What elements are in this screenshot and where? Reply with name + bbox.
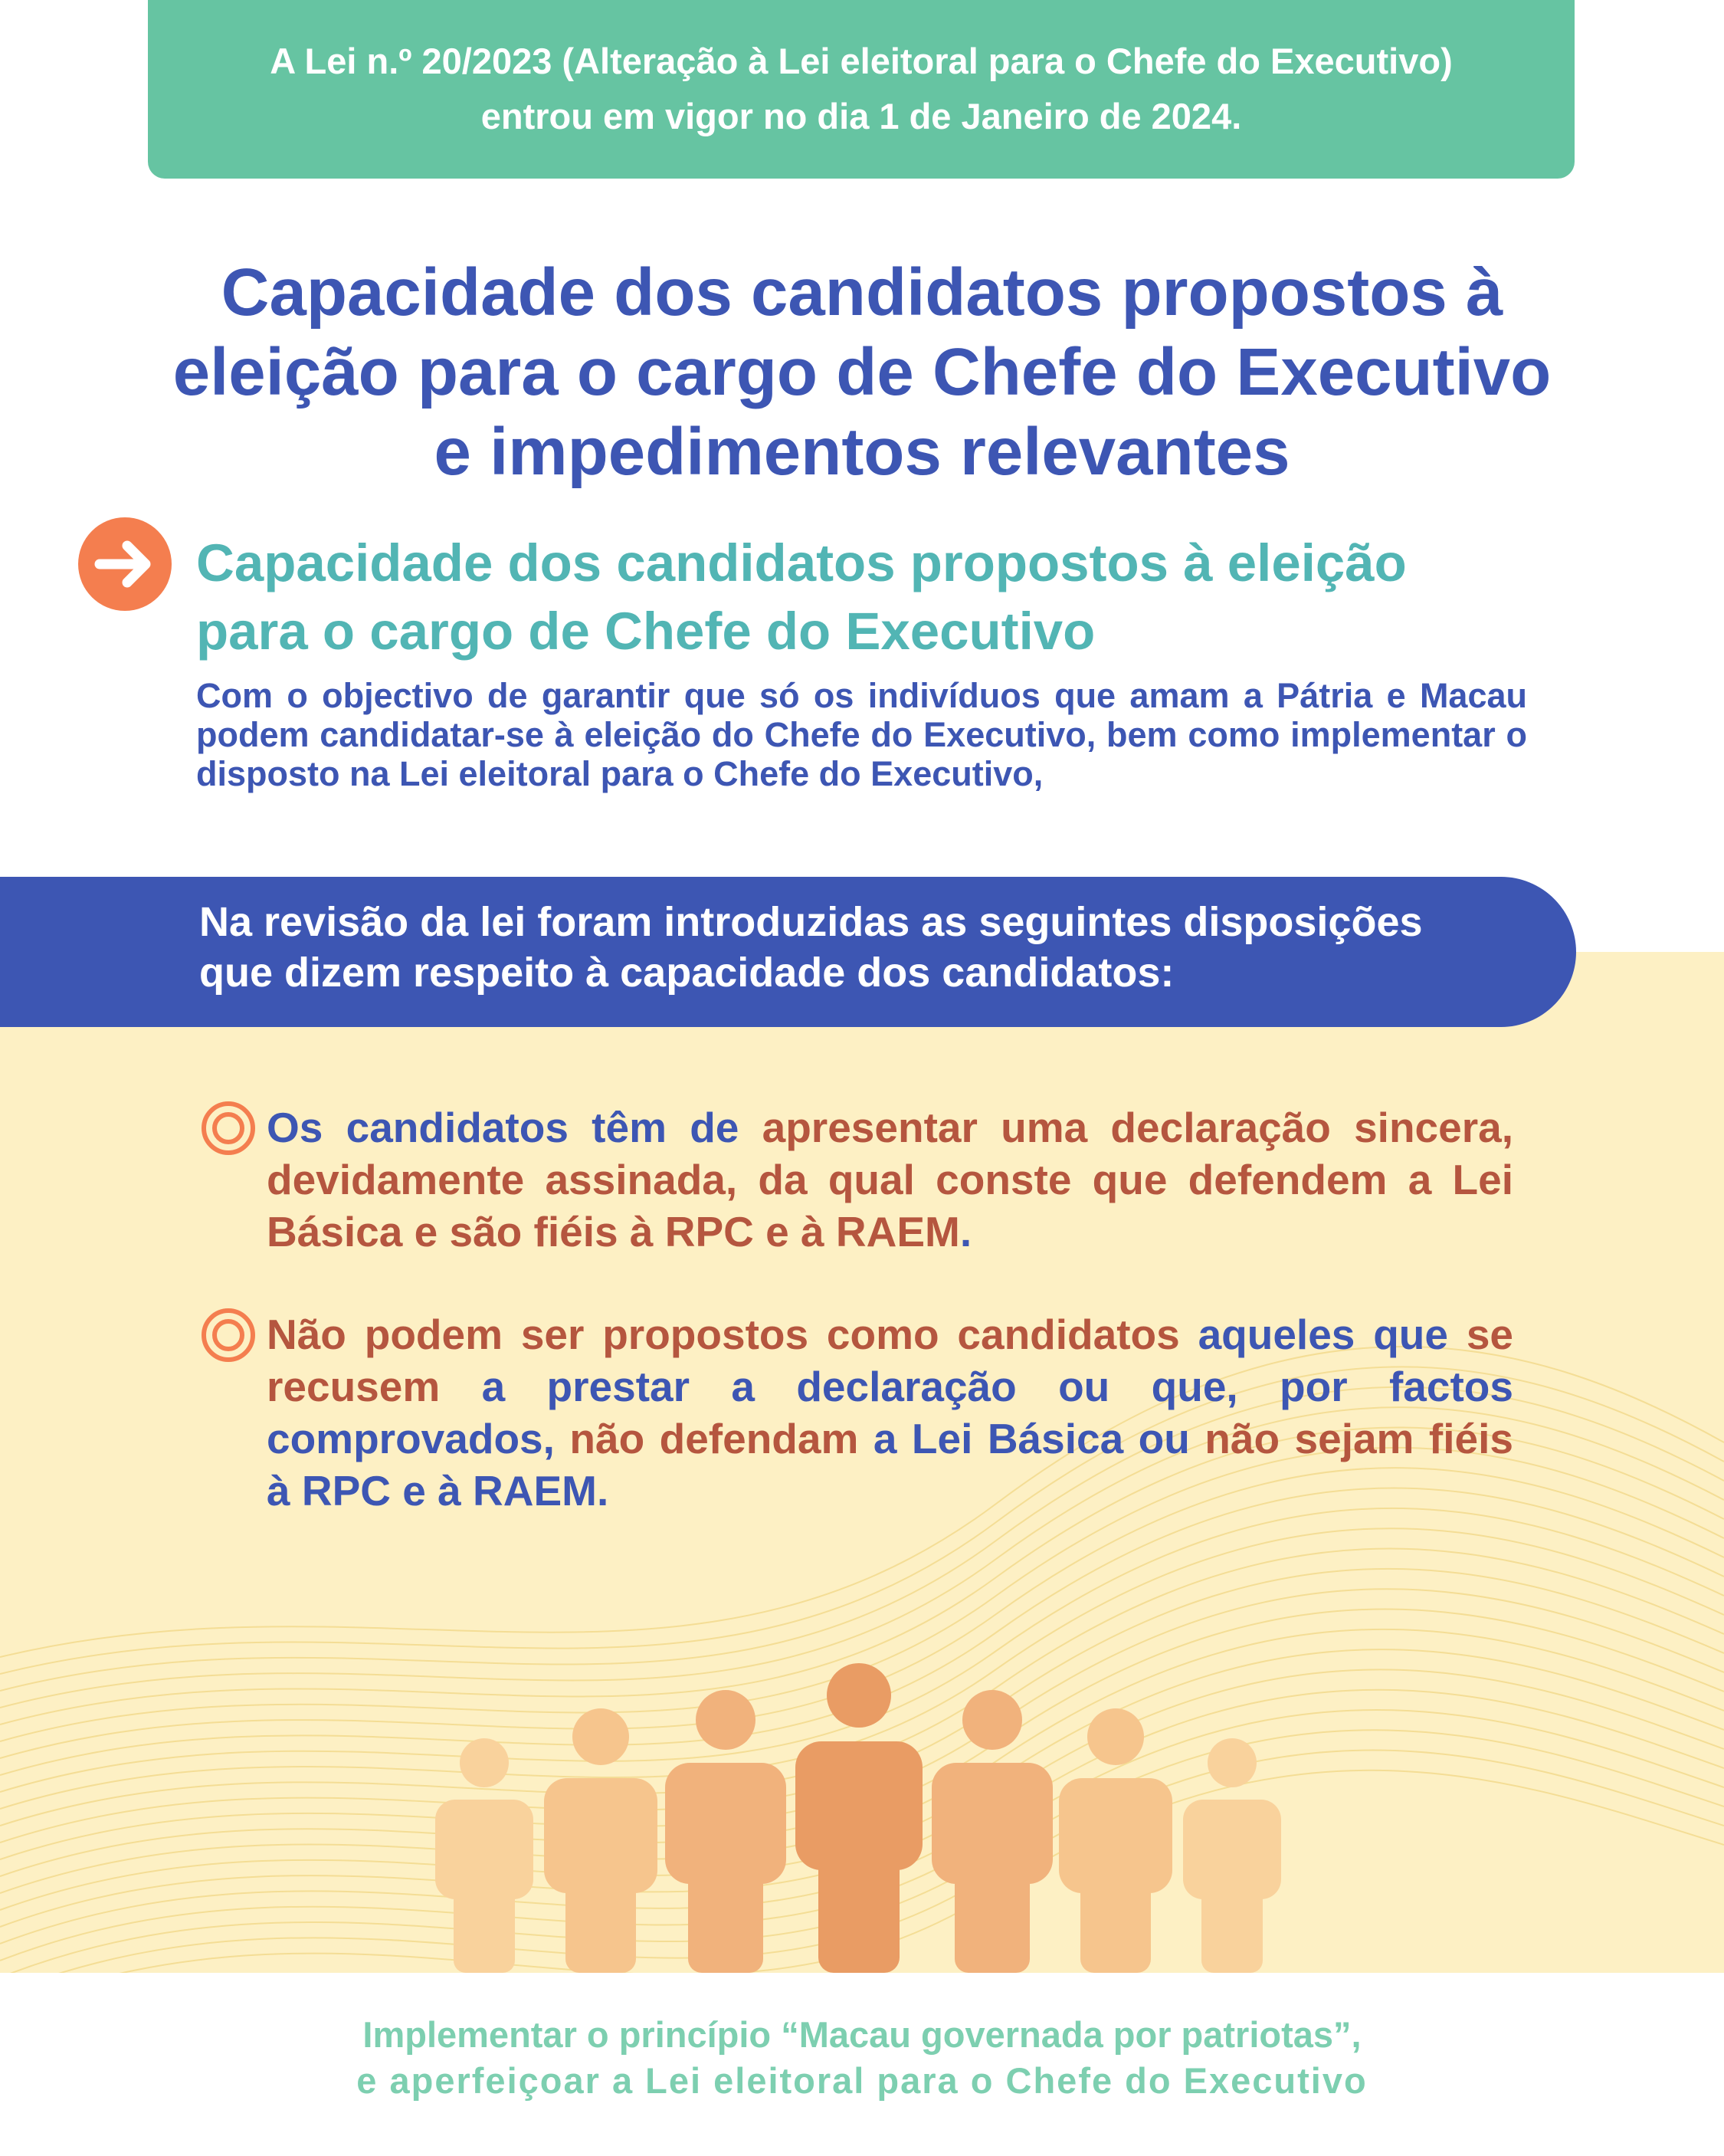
person-figure-2 [544, 1708, 657, 1973]
section-heading [196, 529, 1652, 665]
law-notice-line-2: entrou em vigor no dia 1 de Janeiro de 2024. [480, 96, 1242, 136]
bullet-2-part-4: a prestar a declaração ou que, por factos comprovados, [267, 1363, 1513, 1462]
page-title-line-1: Capacidade dos candidatos propostos à [221, 255, 1503, 330]
intro-paragraph: Com o objectivo de garantir que só os indivíduos que amam a Pátria e Macau podem candidatar-se à eleição do Chefe do Executivo, bem como implementar o disposto na Lei eleitoral para o Chefe do Executivo, [196, 676, 1527, 793]
bullet-1-part-1: Os candidatos têm de [267, 1104, 762, 1151]
page-title-line-2: eleição para o cargo de Chefe do Executivo [172, 335, 1552, 409]
provision-bullet-1 [267, 1101, 1513, 1258]
bullet-2-part-5: não defendam [569, 1415, 859, 1462]
person-figure-6 [1059, 1708, 1172, 1973]
footer-line-2: e aperfeiçoar a Lei eleitoral para o Chefe do Executivo [356, 2060, 1368, 2101]
footer-line-1: Implementar o princípio “Macau governada por patriotas”, [362, 2014, 1362, 2055]
people-group-icon [429, 1663, 1295, 1974]
double-circle-icon [201, 1101, 256, 1156]
footer-slogan [0, 2012, 1724, 2104]
law-notice-line-1: A Lei n.º 20/2023 (Alteração à Lei eleitoral para o Chefe do Executivo) [270, 41, 1453, 81]
bullet-2-part-3: se recusem [267, 1311, 1513, 1410]
person-figure-7 [1183, 1738, 1281, 1973]
provisions-banner [0, 877, 1576, 1027]
section-heading-line-2: para o cargo de Chefe do Executivo [196, 602, 1096, 661]
bullet-1-part-2: apresentar uma declaração sincera, devidamente assinada, da qual conste que defendem a Lei Básica e são fiéis à RPC e à RAEM [267, 1104, 1513, 1255]
provisions-banner-line-2: que dizem respeito à capacidade dos candidatos: [199, 950, 1175, 996]
person-figure-4 [795, 1663, 923, 1973]
bullet-2-part-1: Não podem ser propostos como candidatos [267, 1311, 1180, 1358]
page-title [92, 253, 1632, 492]
provision-bullet-2 [267, 1308, 1513, 1517]
person-figure-3 [665, 1690, 786, 1973]
arrow-right-icon [78, 517, 172, 611]
law-notice-banner [148, 0, 1575, 179]
person-figure-5 [932, 1690, 1053, 1973]
section-heading-line-1: Capacidade dos candidatos propostos à eleição [196, 533, 1407, 592]
person-figure-1 [435, 1738, 533, 1973]
page-title-line-3: e impedimentos relevantes [434, 415, 1290, 489]
bullet-2-part-8: à RPC e à RAEM. [267, 1467, 609, 1514]
bullet-2-part-2: aqueles que [1179, 1311, 1467, 1358]
double-circle-icon [201, 1308, 256, 1363]
bullet-1-part-3: . [959, 1208, 972, 1255]
bullet-2-part-6: a Lei Básica ou [858, 1415, 1205, 1462]
provisions-banner-line-1: Na revisão da lei foram introduzidas as seguintes disposições [199, 899, 1423, 945]
bullet-2-part-7: não sejam fiéis [1205, 1415, 1513, 1462]
